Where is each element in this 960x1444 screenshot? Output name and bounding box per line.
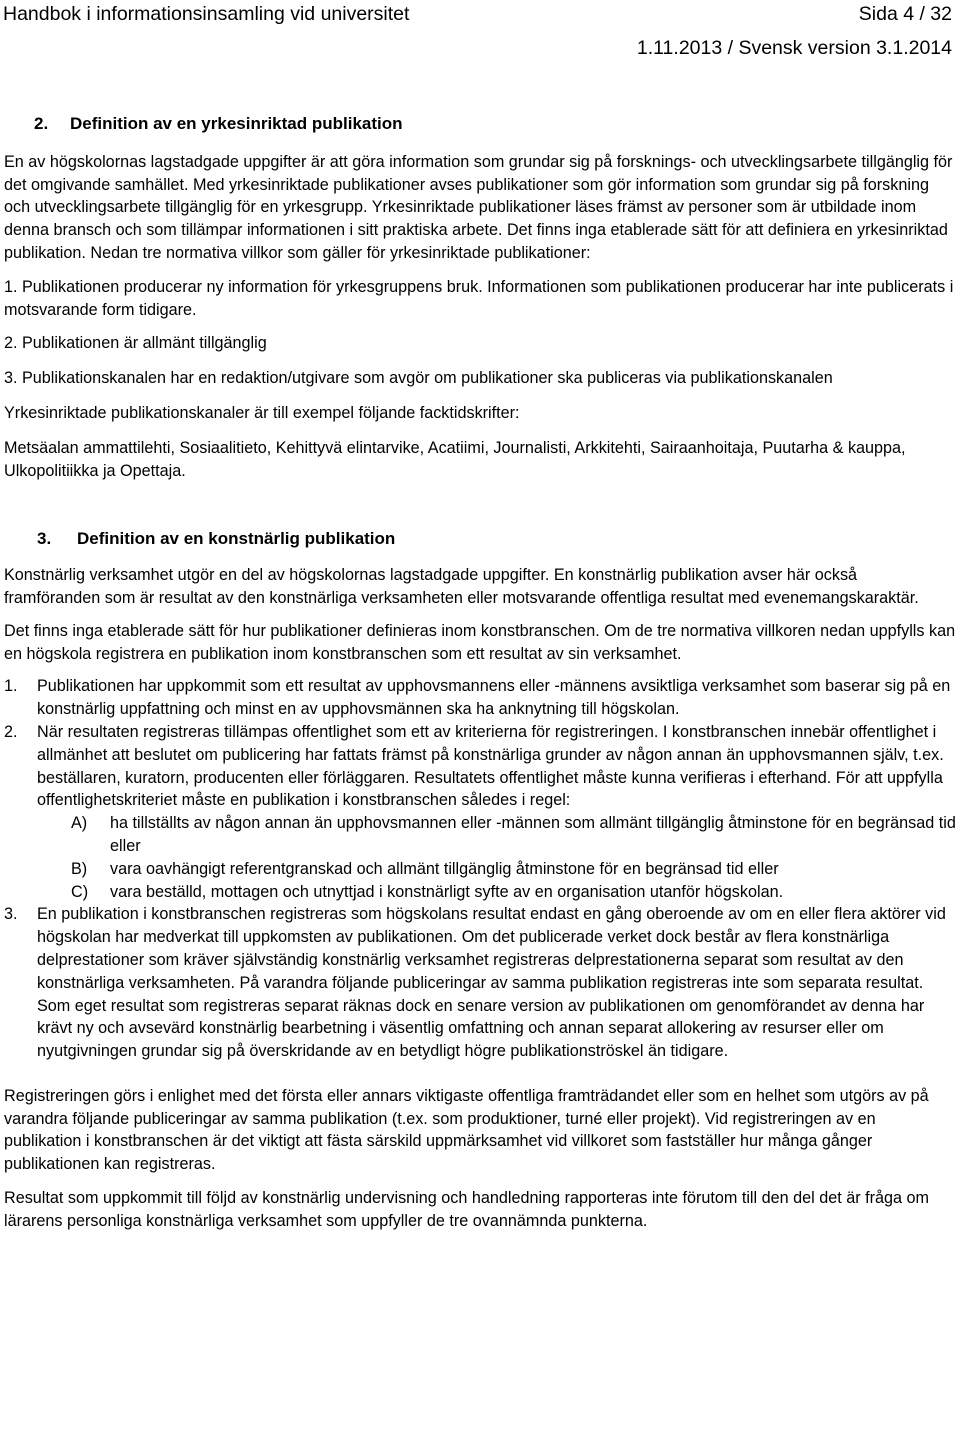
list-item xyxy=(4,721,956,812)
section-3-paragraph-1: Konstnärlig verksamhet utgör en del av högskolornas lagstadgade uppgifter. En konstnärlig publikation avser här också framföranden som är resultat av den konstnärliga verksamheten eller motsvarande offentliga resultat med evenemangskaraktär. xyxy=(4,566,919,607)
sub-list-item-letter: A) xyxy=(71,814,88,833)
section-2-title: Definition av en yrkesinriktad publikation xyxy=(70,114,403,133)
section-3-number: 3. xyxy=(37,529,52,549)
sub-list-item xyxy=(71,858,956,881)
page-number: Sida 4 / 32 xyxy=(858,3,952,25)
document-title: Handbok i informationsinsamling vid universitet xyxy=(3,3,410,25)
final-paragraph: Resultat som uppkommit till följd av konstnärlig undervisning och handledning rapporteras inte förutom till den del det är fråga om lärarens personliga konstnärliga verksamhet som uppfyller de tre ovannämnda punkterna. xyxy=(4,1189,929,1230)
channels-list: Metsäalan ammattilehti, Sosiaalitieto, Kehittyvä elintarvike, Acatiimi, Journalisti, Arkkitehti, Sairaanhoitaja, Puutarha & kauppa, Ulkopolitiikka ja Opettaja. xyxy=(4,438,906,480)
condition-3: 3. Publikationskanalen har en redaktion/utgivare som avgör om publikationer ska publiceras via publikationskanalen xyxy=(4,369,833,388)
list-item-text: Publikationen har uppkommit som ett resultat av upphovsmannens eller -männens avsiktliga verksamhet som baserar sig på en konstnärlig uppfattning och minst en av upphovsmännen ska ha anknytning till högskolan. xyxy=(37,677,951,719)
list-item-text: När resultaten registreras tillämpas offentlighet som ett av kriterierna för registreringen. I konstbranschen innebär offentlighet i allmänhet att beslutet om publicering har fattats främst på konstnärliga grunder av någon annan än upphovsmannen själv, t.ex. beställaren, kuratorn, producenten eller förläggaren. Resultatets offentlighet måste kunna verifieras i efterhand. För att uppfylla offentlighetskriteriet måste en publikation i konstbranschen således i regel: xyxy=(37,722,944,810)
section-3-paragraph-2: Det finns inga etablerade sätt för hur publikationer definieras inom konstbranschen. Om de tre normativa villkoren nedan uppfylls kan en högskola registrera en publikation inom konstbranschen som ett resultat av sin verksamhet. xyxy=(4,621,956,663)
section-3-heading xyxy=(37,528,956,551)
list-item-text: En publikation i konstbranschen registreras som högskolans resultat endast en gång oberoende av om en eller flera aktörer vid högskolan har medverkat till uppkomsten av publikationen. Om det publicerade verket dock består av flera konstnärliga delprestationer som kräver självständig konstnärlig verksamhet registreras delprestationerna separat som resultat av den konstnärliga verksamheten. På varandra följande publiceringar av samma publikation registreras inte som separata resultat. Som eget resultat som registreras separat räknas dock en senare version av publikationen om genomförandet av denna har krävt ny och avsevärd konstnärlig bearbetning i väsentlig omfattning och annan separat allokering av resurser eller om nyutgivningen grundar sig på överskridande av en betydligt högre publikationströskel än tidigare. xyxy=(37,905,946,1061)
registration-paragraph: Registreringen görs i enlighet med det första eller annars viktigaste offentliga framträdandet eller som en helhet som utgörs av på varandra följande publiceringar av samma publikation (t.ex. som produktioner, turné eller projekt). Vid registreringen av en publikation i konstbranschen är det viktigt att fästa särskild uppmärksamhet vid villkoret som fastställer hur många gånger publikationen kan registreras. xyxy=(4,1086,929,1174)
document-body xyxy=(4,113,956,1233)
section-2-number: 2. xyxy=(34,114,49,133)
list-item-number: 1. xyxy=(4,677,18,696)
sub-list-item-text: vara beställd, mottagen och utnyttjad i konstnärligt syfte av en organisation utanför högskolan. xyxy=(110,882,784,901)
condition-1: 1. Publikationen producerar ny information för yrkesgruppens bruk. Informationen som publikationen producerar har inte publicerats i motsvarande form tidigare. xyxy=(4,277,954,319)
channels-intro: Yrkesinriktade publikationskanaler är till exempel följande facktidskrifter: xyxy=(4,403,520,422)
section-2-paragraph: En av högskolornas lagstadgade uppgifter är att göra information som grundar sig på forsknings- och utvecklingsarbete tillgänglig för det omgivande samhället. Med yrkesinriktade publikationer avses publikationer som gör information som grundar sig på forskning och utvecklingsarbete tillgänglig för en yrkesgrupp. Yrkesinriktade publikationer läses främst av personer som är utbildade inom denna bransch och som tillämpar informationen i sitt praktiska arbete. Det finns inga etablerade sätt för att definiera en yrkesinriktad publikation. Nedan tre normativa villkor som gäller för yrkesinriktade publikationer: xyxy=(4,152,953,262)
sub-list-item-letter: B) xyxy=(71,859,88,878)
list-item-number: 3. xyxy=(4,905,18,924)
list-item xyxy=(4,903,956,1063)
version-date: 1.11.2013 / Svensk version 3.1.2014 xyxy=(636,37,952,59)
list-item-number: 2. xyxy=(4,722,18,741)
section-3-title: Definition av en konstnärlig publikation xyxy=(77,529,396,549)
sub-list-item-text: vara oavhängigt referentgranskad och allmänt tillgänglig åtminstone för en begränsad tid eller xyxy=(110,859,779,878)
list-item xyxy=(4,675,956,721)
criteria-list xyxy=(4,675,956,1063)
sub-list-item-text: ha tillställts av någon annan än upphovsmannen eller -männen som allmänt tillgänglig åtminstone för en begränsad tid eller xyxy=(110,814,956,855)
sub-list-item-letter: C) xyxy=(71,882,89,901)
condition-2: 2. Publikationen är allmänt tillgänglig xyxy=(4,334,267,353)
section-2-heading xyxy=(34,113,956,136)
sub-list-item xyxy=(71,812,956,858)
sub-list-item xyxy=(71,881,956,904)
